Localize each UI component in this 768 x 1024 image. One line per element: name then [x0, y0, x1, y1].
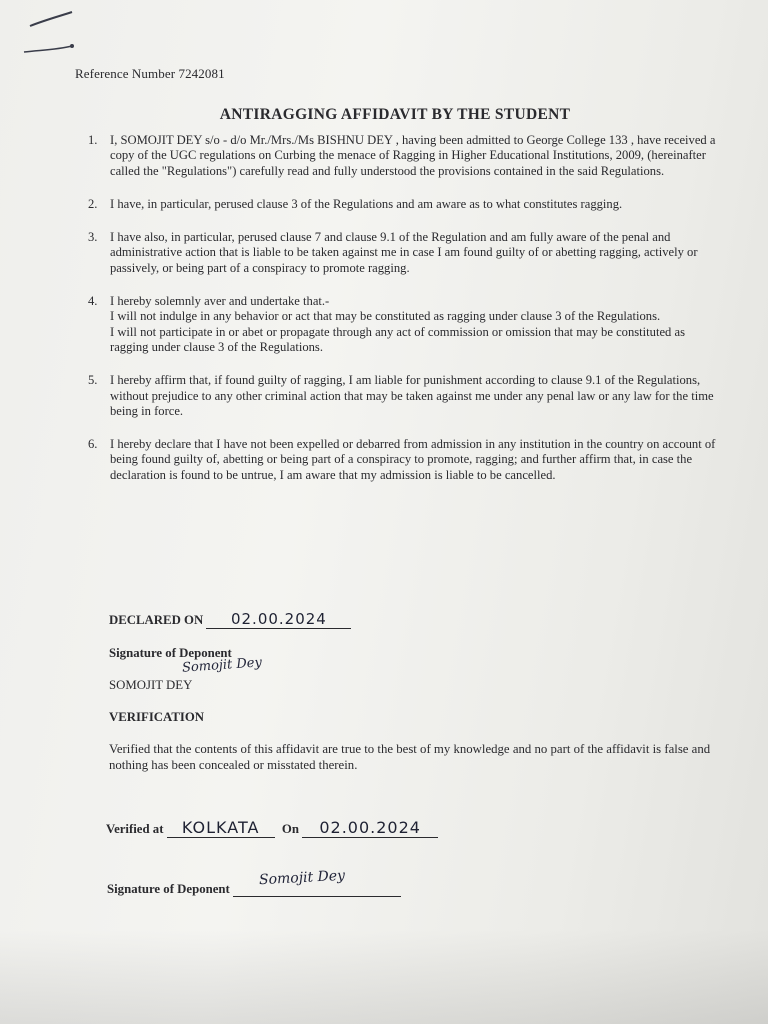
clause-number: 2. [88, 196, 98, 211]
verification-text: Verified that the contents of this affidavit are true to the best of my knowledge and no part of the affidavit is false and nothing has been concealed or misstated therein. [109, 742, 711, 772]
clause-item [88, 197, 718, 212]
clause-body [110, 294, 718, 355]
clause-number: 5. [88, 373, 98, 388]
verified-at-label: Verified at [106, 822, 164, 836]
clause-item [88, 373, 718, 419]
clause-text: I hereby declare that I have not been expelled or debarred from admission in any institution in the country on account of being found guilty of, abetting or being part of a conspiracy to promote, ragging; and further affirm that, in case the declaration is found to be untrue, I am aware that my admission is liable to be cancelled. [110, 437, 716, 482]
bottom-signature-label: Signature of Deponent [107, 882, 230, 896]
clause-subtext: I will not participate in or abet or propagate through any act of commission or omission that may be constituted as ragging under clause 3 of the Regulations. [110, 324, 685, 354]
verified-at-line [106, 818, 438, 838]
verified-date: 02.00.2024 [302, 818, 438, 838]
declared-label: DECLARED ON [109, 613, 204, 627]
clause-number: 4. [88, 294, 98, 309]
clause-text: I, SOMOJIT DEY s/o - d/o Mr./Mrs./Ms BISHNU DEY , having been admitted to George College 133 , have received a copy of the UGC regulations on Curbing the menace of Ragging in Higher Educational Institutions, 2009, (hereinafter called the "Regulations") carefully read and fully understood the provisions contained in the said Regulations. [110, 133, 716, 178]
document-title: ANTIRAGGING AFFIDAVIT BY THE STUDENT [219, 106, 571, 123]
signature-heading: Signature of Deponent [109, 646, 232, 660]
deponent-name: SOMOJIT DEY [109, 678, 193, 692]
clause-number: 3. [88, 230, 98, 245]
clause-item [88, 294, 718, 355]
verified-place: KOLKATA [167, 818, 275, 838]
handwritten-signature: Somojit Dey [258, 867, 346, 889]
clause-text: I hereby solemnly aver and undertake that.- [110, 294, 330, 309]
page-shadow [0, 930, 768, 1024]
clause-item [88, 133, 718, 179]
clause-number: 6. [88, 437, 98, 452]
clause-text: I have, in particular, perused clause 3 of the Regulations and am aware as to what constitutes ragging. [110, 196, 623, 211]
bottom-signature-line [107, 867, 401, 897]
verification-heading: VERIFICATION [109, 710, 205, 724]
clause-text: I have also, in particular, perused clause 7 and clause 9.1 of the Regulation and am fully aware of the penal and administrative action that is liable to be taken against me in case I am found guilty of or abetting ragging, actively or passively, or being part of a conspiracy to promote ragging. [110, 230, 698, 275]
clause-text: I hereby affirm that, if found guilty of ragging, I am liable for punishment according to clause 9.1 of the Regulations, without prejudice to any other criminal action that may be taken against me under any penal law or any law for the time being in force. [110, 373, 714, 418]
handwritten-signature: Somojit Dey [181, 655, 263, 676]
clause-list [88, 133, 718, 501]
verified-on-label: On [281, 822, 299, 836]
declared-on-line [109, 610, 351, 629]
clause-item [88, 437, 718, 483]
pen-stroke-mark [20, 6, 80, 56]
clause-number: 1. [88, 133, 98, 147]
signature-line [233, 867, 401, 897]
reference-number: Reference Number 7242081 [75, 66, 225, 81]
declared-date: 02.00.2024 [206, 610, 351, 629]
clause-subtext: I will not indulge in any behavior or act that may be constituted as ragging under clause 3 of the Regulations. [110, 309, 661, 324]
clause-item [88, 230, 718, 276]
